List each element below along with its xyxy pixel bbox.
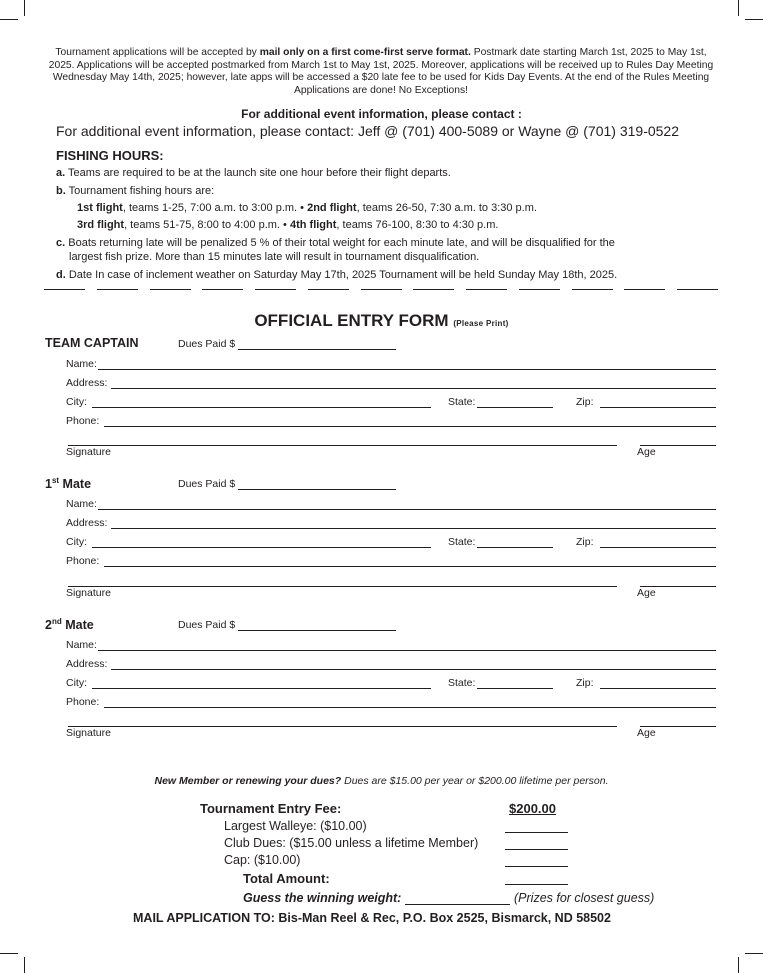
mate2-address-field[interactable] bbox=[111, 658, 716, 670]
mate1-heading: 1st Mate bbox=[45, 476, 92, 492]
mate1-age-label: Age bbox=[637, 587, 656, 599]
intro-bold-text: mail only on a first come-first serve format. bbox=[259, 47, 471, 58]
mate1-dues-field[interactable] bbox=[238, 478, 396, 490]
intro-text: Tournament applications will be accepted by bbox=[55, 47, 260, 58]
captain-dues-label: Dues Paid $ bbox=[178, 338, 236, 350]
guess-note: (Prizes for closest guess) bbox=[514, 891, 655, 905]
mate2-heading: 2nd Mate bbox=[45, 617, 94, 633]
hours-item-d: d. Date In case of inclement weather on Saturday May 17th, 2025 Tournament will be held Sunday May 18th, 2025. bbox=[56, 269, 618, 281]
total-label: Total Amount: bbox=[243, 871, 330, 886]
mate2-zip-field[interactable] bbox=[600, 677, 716, 689]
mate1-dues-label: Dues Paid $ bbox=[178, 478, 236, 490]
captain-dues-field[interactable] bbox=[238, 338, 396, 350]
captain-city-field[interactable] bbox=[92, 396, 431, 408]
fishing-hours-title: FISHING HOURS: bbox=[56, 148, 164, 163]
entry-fee-label: Tournament Entry Fee: bbox=[200, 801, 342, 816]
crop-mark bbox=[24, 957, 25, 973]
captain-signature-field[interactable] bbox=[68, 434, 617, 446]
mate1-address-label: Address: bbox=[66, 517, 108, 529]
contact-line: For additional event information, please contact: Jeff @ (701) 400-5089 or Wayne @ (701) 319-0522 bbox=[56, 123, 679, 139]
flight-line-2: 3rd flight, teams 51-75, 8:00 to 4:00 p.m. • 4th flight, teams 76-100, 8:30 to 4:30 p.m. bbox=[77, 219, 499, 231]
mate2-state-label: State: bbox=[448, 677, 476, 689]
captain-name-field[interactable] bbox=[98, 358, 716, 370]
mate1-signature-label: Signature bbox=[66, 587, 111, 599]
form-subtitle: (Please Print) bbox=[453, 319, 509, 328]
mate2-name-label: Name: bbox=[66, 639, 97, 651]
mate2-city-label: City: bbox=[66, 677, 87, 689]
captain-age-field[interactable] bbox=[640, 434, 716, 446]
crop-mark bbox=[24, 0, 25, 16]
mate1-phone-field[interactable] bbox=[104, 555, 716, 567]
captain-signature-label: Signature bbox=[66, 446, 111, 458]
flight-line-1: 1st flight, teams 1-25, 7:00 a.m. to 3:00 p.m. • 2nd flight, teams 26-50, 7:30 a.m. to 3:30 p.m. bbox=[77, 202, 537, 214]
walleye-label: Largest Walleye: ($10.00) bbox=[224, 819, 367, 833]
dues-note: New Member or renewing your dues? Dues are $15.00 per year or $200.00 lifetime per person. bbox=[154, 775, 609, 787]
captain-address-label: Address: bbox=[66, 377, 108, 389]
captain-zip-label: Zip: bbox=[576, 396, 594, 408]
captain-zip-field[interactable] bbox=[600, 396, 716, 408]
mate1-state-label: State: bbox=[448, 536, 476, 548]
hours-item-b: b. Tournament fishing hours are: bbox=[56, 185, 215, 197]
crop-mark bbox=[0, 953, 18, 954]
mate1-name-field[interactable] bbox=[98, 498, 716, 510]
crop-mark bbox=[738, 0, 739, 16]
captain-address-field[interactable] bbox=[111, 377, 716, 389]
mate2-dues-label: Dues Paid $ bbox=[178, 619, 236, 631]
mate2-address-label: Address: bbox=[66, 658, 108, 670]
mail-address: Bis-Man Reel & Rec, P.O. Box 2525, Bismarck, ND 58502 bbox=[278, 911, 611, 925]
mate1-address-field[interactable] bbox=[111, 517, 716, 529]
guess-weight-field[interactable] bbox=[405, 891, 510, 905]
walleye-amount-field[interactable] bbox=[505, 820, 568, 833]
form-title: OFFICIAL ENTRY FORM (Please Print) bbox=[254, 311, 509, 330]
crop-mark bbox=[738, 957, 739, 973]
mate2-name-field[interactable] bbox=[98, 639, 716, 651]
hours-item-c-cont: largest fish prize. More than 15 minutes late will result in tournament disqualification. bbox=[69, 251, 480, 263]
mate2-state-field[interactable] bbox=[477, 677, 553, 689]
club-dues-amount-field[interactable] bbox=[505, 837, 568, 850]
mate1-city-label: City: bbox=[66, 536, 87, 548]
mate2-signature-field[interactable] bbox=[68, 715, 617, 727]
crop-mark bbox=[745, 19, 763, 20]
intro-text-rest: Postmark date starting March 1st, 2025 to May 1st, 2025. Applications will be accepted postmarked from March 1st to May 1st, 2025. Moreover, applications will be received up to Rules Day Meeting Wednesday May 14th, 2025; however, late apps will be accessed a $20 late fee to be used for Kids Day Events. At the end of the Rules Meeting Applications are done! No Exceptions! bbox=[48, 47, 714, 96]
captain-phone-field[interactable] bbox=[104, 415, 716, 427]
mate1-name-label: Name: bbox=[66, 498, 97, 510]
mail-label: MAIL APPLICATION TO: bbox=[133, 911, 275, 925]
club-dues-label: Club Dues: ($15.00 unless a lifetime Member) bbox=[224, 836, 479, 850]
mate1-zip-field[interactable] bbox=[600, 536, 716, 548]
entry-fee-amount: $200.00 bbox=[509, 801, 556, 816]
hours-item-c: c. Boats returning late will be penalized 5 % of their total weight for each minute late, and will be disqualified for the bbox=[56, 237, 615, 249]
mate2-phone-label: Phone: bbox=[66, 696, 100, 708]
captain-age-label: Age bbox=[637, 446, 656, 458]
mate1-phone-label: Phone: bbox=[66, 555, 100, 567]
captain-state-field[interactable] bbox=[477, 396, 553, 408]
hours-item-a: a. Teams are required to be at the launch site one hour before their flight departs. bbox=[56, 167, 451, 179]
cut-line bbox=[44, 289, 718, 290]
mail-line bbox=[133, 911, 611, 925]
mate1-state-field[interactable] bbox=[477, 536, 553, 548]
total-amount-field[interactable] bbox=[505, 872, 568, 885]
crop-mark bbox=[0, 19, 18, 20]
captain-name-label: Name: bbox=[66, 358, 97, 370]
captain-state-label: State: bbox=[448, 396, 476, 408]
intro-paragraph bbox=[44, 47, 718, 97]
crop-mark bbox=[745, 953, 763, 954]
captain-heading: TEAM CAPTAIN bbox=[45, 336, 139, 350]
mate1-zip-label: Zip: bbox=[576, 536, 594, 548]
mate1-city-field[interactable] bbox=[92, 536, 431, 548]
mate2-age-field[interactable] bbox=[640, 715, 716, 727]
mate2-phone-field[interactable] bbox=[104, 696, 716, 708]
mate2-city-field[interactable] bbox=[92, 677, 431, 689]
contact-heading: For additional event information, please contact : bbox=[241, 107, 522, 121]
mate1-signature-field[interactable] bbox=[68, 575, 617, 587]
guess-label: Guess the winning weight: bbox=[243, 891, 402, 905]
captain-city-label: City: bbox=[66, 396, 87, 408]
mate1-age-field[interactable] bbox=[640, 575, 716, 587]
mate2-zip-label: Zip: bbox=[576, 677, 594, 689]
cap-amount-field[interactable] bbox=[505, 854, 568, 867]
cap-label: Cap: ($10.00) bbox=[224, 853, 301, 867]
captain-phone-label: Phone: bbox=[66, 415, 100, 427]
mate2-dues-field[interactable] bbox=[238, 619, 396, 631]
mate2-age-label: Age bbox=[637, 727, 656, 739]
mate2-signature-label: Signature bbox=[66, 727, 111, 739]
